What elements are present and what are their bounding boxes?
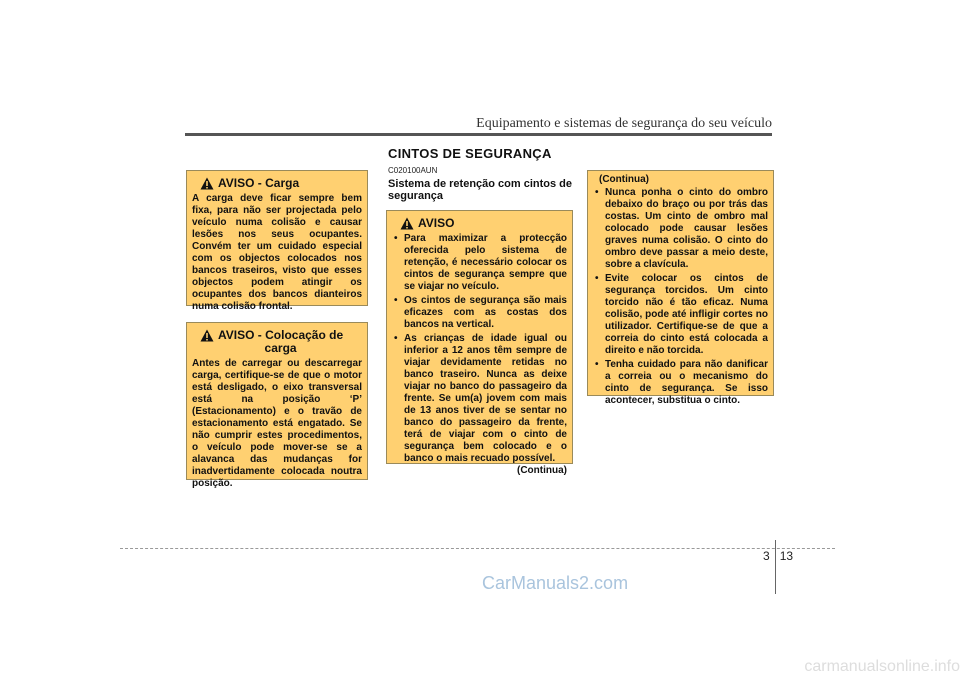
- section-code: C020100AUN: [388, 166, 438, 175]
- list-item: • Tenha cuidado para não danificar a correia ou o mecanismo do cinto de segurança. Se isso acontecer, substitua o cinto.: [593, 359, 768, 407]
- watermark-footer: carmanualsonline.info: [804, 658, 960, 675]
- list-item: • Nunca ponha o cinto do ombro debaixo do braço ou por trás das costas. Um cinto de ombro mal colocado pode causar lesões graves numa colisão. O cinto do ombro deve passar a meio deste, sobre a clavícula.: [593, 187, 768, 271]
- page-number: [763, 549, 793, 563]
- warning-heading: AVISO - Carga: [218, 176, 300, 190]
- warning-triangle-icon: [200, 177, 214, 190]
- warning-heading: AVISO: [418, 216, 455, 230]
- warning-triangle-icon: [400, 217, 414, 230]
- list-item: • As crianças de idade igual ou inferior a 12 anos têm sempre de viajar devidamente retidas no banco traseiro. Nunca as deixe viajar no banco do passageiro da frente. Se um(a) jovem com mais de 13 anos tiver de se sentar no banco do passageiro da frente, terá de viajar com o cinto de segurança bem colocado e o banco o mais recuado possível.: [392, 333, 567, 465]
- chapter-number: 3: [763, 549, 770, 563]
- warning-box-aviso: [386, 210, 573, 476]
- warning-text: A carga deve ficar sempre bem fixa, para não ser projectada pelo veículo numa colisão e causar lesões nos seus ocupantes. Convém ter um cuidado especial com os objectos colocados nos bancos traseiros, visto que esses objectos podem atingir os ocupantes dos bancos dianteiros numa colisão frontal.: [192, 193, 362, 312]
- list-item: • Os cintos de segurança são mais eficazes com as costas dos bancos na vertical.: [392, 295, 567, 331]
- warning-heading: AVISO - Colocação de: [218, 328, 344, 342]
- section-title: CINTOS DE SEGURANÇA: [388, 146, 552, 161]
- footer-divider: [120, 548, 835, 549]
- subtitle: Sistema de retenção com cintos de segurança: [388, 178, 573, 202]
- watermark-logo: CarManuals2.com: [482, 573, 629, 593]
- list-item: • Evite colocar os cintos de segurança torcidos. Um cinto torcido não é tão eficaz. Numa colisão, pode até infligir cortes no utilizador. Certifique-se de que a correia do cinto está colocada a direito e não torcida.: [593, 273, 768, 357]
- page-number-value: 13: [779, 549, 794, 563]
- warning-box-colocacao: [186, 322, 368, 489]
- warning-box-carga: [186, 170, 368, 312]
- warning-heading-cont: carga: [264, 341, 297, 355]
- warning-text: Antes de carregar ou descarregar carga, certifique-se de que o motor está desligado, o eixo transversal está na posição ‘P’ (Estacionamento) e o travão de estacionamento está engatado. Se não cumprir estes procedimentos, o veículo pode mover-se se a alavanca das mudanças for inadvertidamente colocada noutra posição.: [192, 358, 362, 489]
- list-item: • Para maximizar a protecção oferecida pelo sistema de retenção, é necessário colocar os cintos de segurança sempre que se viajar no veículo.: [392, 233, 567, 293]
- continua-label: (Continua): [517, 465, 567, 476]
- warning-box-continua: [587, 170, 774, 406]
- warning-list: [392, 233, 567, 465]
- header-title: Equipamento e sistemas de segurança do seu veículo: [476, 116, 772, 131]
- warning-list: [593, 187, 768, 407]
- continua-heading: (Continua): [599, 174, 649, 185]
- header-rule: [185, 133, 772, 136]
- warning-triangle-icon: [200, 329, 214, 342]
